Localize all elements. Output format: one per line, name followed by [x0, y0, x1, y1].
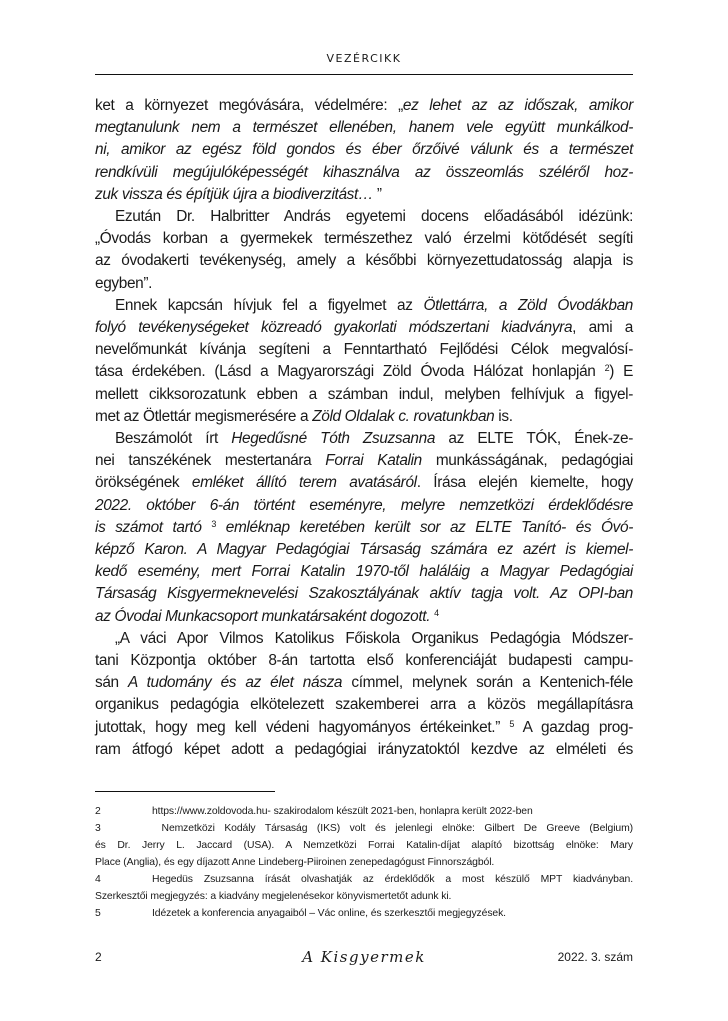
footnote-text: Idézetek a konferencia anyagaiból – Vác online, és szerkesztői megjegyzések.: [152, 908, 506, 919]
body-line: [95, 250, 633, 272]
text-run: nevelőmunkát kívánja segíteni a Fenntartható Fejlődési Célok megvalósí-: [95, 341, 633, 359]
footnote-divider: [95, 791, 275, 792]
body-line: [95, 472, 633, 494]
text-run: Ötlettárra, a Zöld Óvodákban: [423, 296, 633, 314]
body-line: [95, 273, 633, 295]
body-line: [95, 317, 633, 339]
body-line: [95, 539, 633, 561]
text-run: rendkívüli megújulóképességét kihasználva az összeomlás széléről hoz-: [95, 163, 633, 181]
body-line: [95, 583, 633, 605]
body-line: [95, 717, 633, 739]
footnote-line: [95, 854, 633, 871]
footnote-text: https://www.zoldovoda.hu- szakirodalom készült 2021-ben, honlapra került 2022-ben: [152, 806, 533, 817]
text-run: folyó tevékenységeket közreadó gyakorlati módszertani kiadványra: [95, 319, 573, 337]
text-run: ram átfogó képet adott a pedagógiai irányzatoktól kezdve az elméleti és: [95, 740, 633, 758]
text-run: tása érdekében. (Lásd a Magyarországi Zöld Óvoda Hálózat honlapján: [95, 363, 605, 381]
text-run: az óvodakerti tevékenység, amely a későbbi környezettudatosság alapja is: [95, 252, 633, 270]
body-line: [95, 228, 633, 250]
text-run: ) E: [609, 363, 633, 381]
footnote-text: Nemzetközi Kodály Társaság (IKS) volt és jelenlegi elnöke: Gilbert De Greeve (Belgium): [152, 823, 633, 834]
footnotes: [95, 803, 633, 922]
text-run: örökségének: [95, 474, 192, 492]
body-line: [95, 450, 633, 472]
body-line: [95, 139, 633, 161]
text-run: organikus pedagógia elkötelezett szakemberei arra a közös megállapításra: [95, 696, 633, 714]
text-run: jutottak, hogy meg kell védeni hagyományos értékeinket.”: [95, 718, 510, 736]
body-line: [95, 339, 633, 361]
text-run: ni, amikor az egész föld gondos és éber őrzőivé válunk és a természet: [95, 141, 633, 159]
text-run: emléknap keretében került sor az ELTE Tanító- és Óvó-: [215, 518, 633, 536]
text-run: „Óvodás korban a gyermekek természethez való érzelmi kötődését segíti: [95, 230, 633, 248]
body-line: [95, 672, 633, 694]
footnote-line: [95, 837, 633, 854]
text-run: Zöld Oldalak c. rovatunkban: [312, 407, 495, 425]
text-run: munkásságának, pedagógiai: [421, 452, 634, 470]
section-header: VEZÉRCIKK: [326, 52, 402, 65]
footnote-5: [95, 905, 633, 922]
text-run: Forrai Katalin: [325, 452, 422, 470]
text-run: 4: [434, 607, 439, 618]
body-line: [95, 606, 633, 628]
text-run: Hegedűsné Tóth Zsuzsanna: [231, 430, 436, 448]
text-run: címmel, melynek során a Kentenich-féle: [342, 674, 633, 692]
body-line: [95, 184, 633, 206]
body-line: [95, 95, 633, 117]
text-run: . Írása elején kiemelte, hogy: [416, 474, 633, 492]
body-line: [95, 495, 633, 517]
text-run: tani Központja október 8-án tartotta első konferenciáját budapesti campu-: [95, 652, 633, 670]
text-run: 5: [509, 718, 515, 729]
text-run: met az Ötlettár megismerésére a: [95, 407, 313, 425]
text-run: képző Karon. A Magyar Pedagógiai Társaság számára ez azért is kiemel-: [95, 541, 633, 559]
body-line: [95, 295, 633, 317]
text-run: 2022. október 6-án történt eseményre, melyre nemzetközi érdeklődésre: [95, 496, 633, 514]
page-number: 2: [95, 950, 102, 964]
text-run: is számot tartó: [95, 518, 212, 536]
body-line: [95, 361, 633, 383]
text-run: is.: [494, 407, 513, 425]
body-line: [95, 117, 633, 139]
footnote-text: Place (Anglia), és egy díjazott Anne Lindeberg-Piiroinen zenepedagógust Finnországból.: [95, 857, 495, 868]
body-line: [95, 384, 633, 406]
text-run: mellett cikksorozatunk ebben a számban indul, melyben felhívjuk a figyel-: [95, 385, 633, 403]
footnote-number: 5: [95, 908, 101, 919]
text-run: 3: [211, 518, 216, 529]
footnote-line: [95, 871, 633, 888]
footnote-4: [95, 871, 633, 905]
article-body: [95, 95, 633, 761]
text-run: Ezután Dr. Halbritter András egyetemi docens előadásából idézünk:: [115, 208, 633, 226]
page-footer: [95, 948, 633, 968]
text-run: megtanulunk nem a természet ellenében, hanem vele együtt munkálkod-: [95, 119, 633, 137]
body-line: [95, 517, 633, 539]
text-run: Társaság Kisgyermeknevelési Szakosztályának aktív tagja volt. Az OPI-ban: [95, 585, 633, 603]
text-run: , ami a: [572, 319, 633, 337]
text-run: ket a környezet megóvására, védelmére: „: [95, 97, 403, 114]
body-line: [95, 628, 633, 650]
footnote-text: Hegedüs Zsuzsanna írását olvashatják az érdeklődők a most készülő MPT kiadványban.: [152, 874, 633, 885]
header-rule: [95, 74, 633, 75]
body-line: [95, 162, 633, 184]
footnote-2: [95, 803, 633, 820]
text-run: kedő esemény, mert Forrai Katalin 1970-től haláláig a Magyar Pedagógiai: [95, 563, 633, 581]
text-run: ”: [373, 185, 382, 203]
footnote-number: 3: [95, 823, 101, 834]
body-line: [95, 428, 633, 450]
body-line: [95, 561, 633, 583]
body-line: [95, 406, 633, 428]
text-run: az Óvodai Munkacsoport munkatársaként dogozott.: [95, 607, 431, 625]
text-run: emléket állító terem avatásáról: [191, 474, 417, 492]
body-line: [95, 739, 633, 761]
text-run: ez lehet az az időszak, amikor: [402, 97, 633, 114]
footnote-3: [95, 820, 633, 871]
text-run: nei tanszékének mestertanára: [95, 452, 326, 470]
body-line: [95, 650, 633, 672]
footnote-number: 2: [95, 806, 101, 817]
text-run: egyben”.: [95, 274, 153, 292]
text-run: Ennek kapcsán hívjuk fel a figyelmet az: [115, 296, 424, 314]
footnote-line: [95, 803, 633, 820]
text-run: sán: [95, 674, 128, 692]
body-line: [95, 694, 633, 716]
text-run: az ELTE TÓK, Ének-ze-: [435, 430, 633, 448]
text-run: A gazdag prog-: [514, 718, 633, 736]
text-run: A tudomány és az élet násza: [128, 674, 343, 692]
footnote-line: [95, 888, 633, 905]
footnote-number: 4: [95, 874, 101, 885]
text-run: zuk vissza és építjük újra a biodiverzitást…: [95, 185, 373, 203]
footnote-text: és Dr. Jerry L. Jaccard (USA). A Nemzetközi Forrai Katalin-díjat alapító bizottság elnöke: Mary: [95, 840, 633, 851]
text-run: Beszámolót írt: [115, 430, 232, 448]
text-run: 2: [604, 363, 610, 374]
footnote-line: [95, 820, 633, 837]
footnote-text: Szerkesztői megjegyzés: a kiadvány megjelenésekor könyvismertetőt adunk ki.: [95, 891, 452, 902]
footnote-line: [95, 905, 633, 922]
journal-title: A Kisgyermek: [302, 948, 426, 966]
body-line: [95, 206, 633, 228]
text-run: „A váci Apor Vilmos Katolikus Főiskola Organikus Pedagógia Módszer-: [115, 629, 633, 647]
issue-label: 2022. 3. szám: [557, 950, 633, 964]
